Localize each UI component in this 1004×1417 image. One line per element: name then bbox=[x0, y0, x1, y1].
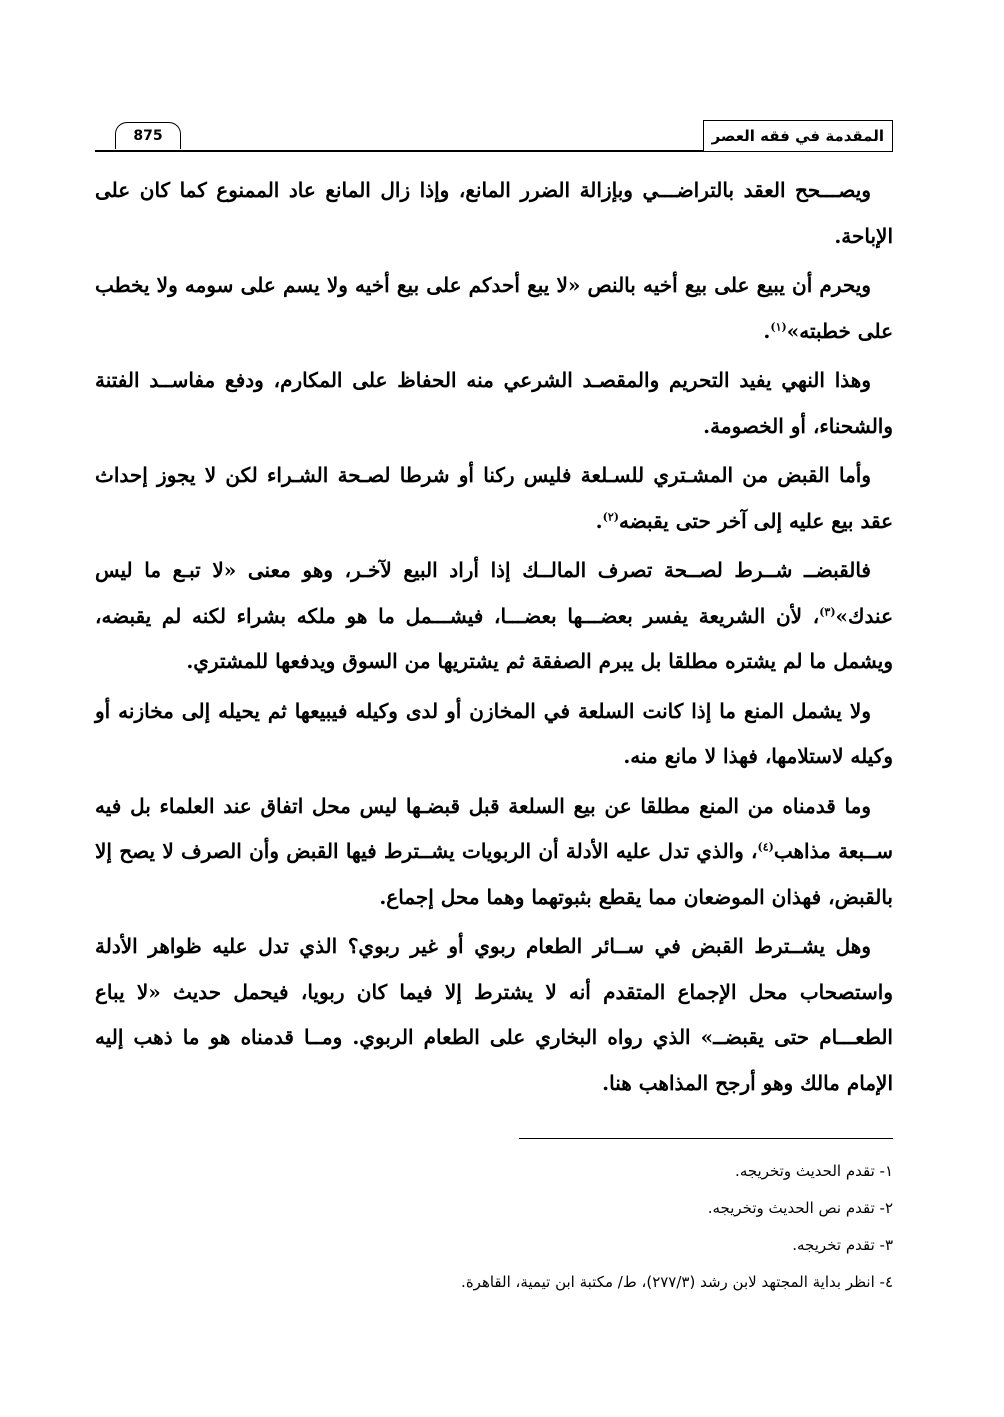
paragraph bbox=[95, 263, 893, 354]
paragraph-text-after: . bbox=[595, 508, 603, 533]
footnote-item: ٢- تقدم نص الحديث وتخريجه. bbox=[707, 1199, 893, 1217]
section-lead-heading: وأما القبض من المشـتري للسـلعة bbox=[580, 463, 871, 487]
running-header bbox=[95, 118, 893, 152]
paragraph-text: وما قدمناه من المنع مطلقا عن بيع السلعة قبل قبضـها ليس محل اتفاق عند العلماء بل فيه ســبعة مذاهب bbox=[95, 793, 893, 863]
paragraph bbox=[95, 548, 893, 685]
footnote-item: ٤- انظر بداية المجتهد لابن رشد (٢٧٧/٣)، ط/ مكتبة ابن تيمية، القاهرة. bbox=[461, 1273, 893, 1291]
paragraph bbox=[95, 924, 893, 1106]
footnote-ref[interactable]: (٣) bbox=[819, 604, 836, 618]
footnote-item: ٣- تقدم تخريجه. bbox=[792, 1236, 893, 1254]
paragraph-text-after: ، والذي تدل عليه الأدلة أن الربويات يشــترط فيها القبض وأن الصرف لا يصح إلا بالقبض، فهذان الموضعان مما يقطع بثبوتهما وهما محل إجماع. bbox=[95, 839, 893, 909]
footnote-ref[interactable]: (٢) bbox=[602, 509, 619, 523]
paragraph bbox=[95, 358, 893, 449]
paragraph-text: وهذا النهي يفيد التحريم والمقصـد الشرعي منه الحفاظ على المكارم، ودفع مفاســد الفتنة والشحناء، أو الخصومة. bbox=[95, 368, 893, 438]
footnotes bbox=[293, 1153, 893, 1301]
paragraph bbox=[95, 168, 893, 259]
main-text bbox=[95, 168, 893, 1110]
footnote-ref[interactable]: (٤) bbox=[757, 840, 774, 854]
paragraph-text: وهل يشــترط القبض في ســائر الطعام ربوي أو غير ربوي؟ الذي تدل عليه ظواهر الأدلة واستصحاب محل الإجماع المتقدم أنه لا يشترط إلا فيما كان ربويا، فيحمل حديث «لا يباع الطعـــام حتى يقبضــ» الذي رواه البخاري على الطعام الربوي. ومــا قدمناه هو ما ذهب إليه الإمام مالك وهو أرجح المذاهب هنا. bbox=[95, 934, 893, 1095]
page-number: 875 bbox=[115, 122, 181, 149]
footnote-ref[interactable]: (١) bbox=[770, 319, 787, 333]
paragraph bbox=[95, 689, 893, 780]
paragraph-text-after: . bbox=[763, 318, 771, 343]
paragraph-text-after: ، لأن الشريعة يفسر بعضـــها بعضـــا، فيشـــمل ما هو ملكه بشراء لكنه لم يقبضه، ويشمل ما لم يشتره مطلقا بل يبرم الصفقة ثم يشتريها من السوق ويدفعها للمشتري. bbox=[95, 603, 893, 673]
paragraph-text: ويصـــحح العقد بالتراضـــي وبإزالة الضرر المانع، وإذا زال المانع عاد الممنوع كما كان على الإباحة. bbox=[95, 178, 893, 248]
footnote-item: ١- تقدم الحديث وتخريجه. bbox=[735, 1162, 893, 1180]
paragraph-text: ويحرم أن يبيع على بيع أخيه بالنص «لا يبع أحدكم على بيع أخيه ولا يسم على سومه ولا يخطب على خطبته» bbox=[95, 273, 893, 343]
footnote-separator bbox=[519, 1138, 893, 1139]
paragraph-text: فالقبضــ شــرط لصــحة تصرف المالــك إذا أراد البيع لآخـر، وهو معنى «لا تبـع ما ليس عندك» bbox=[95, 558, 893, 628]
paragraph-text: فليس ركنا أو شرطا لصـحة الشـراء لكن لا يجوز إحداث عقد بيع عليه إلى آخر حتى يقبضه bbox=[95, 463, 893, 533]
book-title: المقدمة في فقه العصر bbox=[703, 120, 893, 151]
paragraph bbox=[95, 453, 893, 544]
paragraph-text: ولا يشمل المنع ما إذا كانت السلعة في المخازن أو لدى وكيله فيبيعها ثم يحيله إلى مخازنه أو وكيله لاستلامها، فهذا لا مانع منه. bbox=[95, 698, 893, 768]
paragraph bbox=[95, 784, 893, 921]
